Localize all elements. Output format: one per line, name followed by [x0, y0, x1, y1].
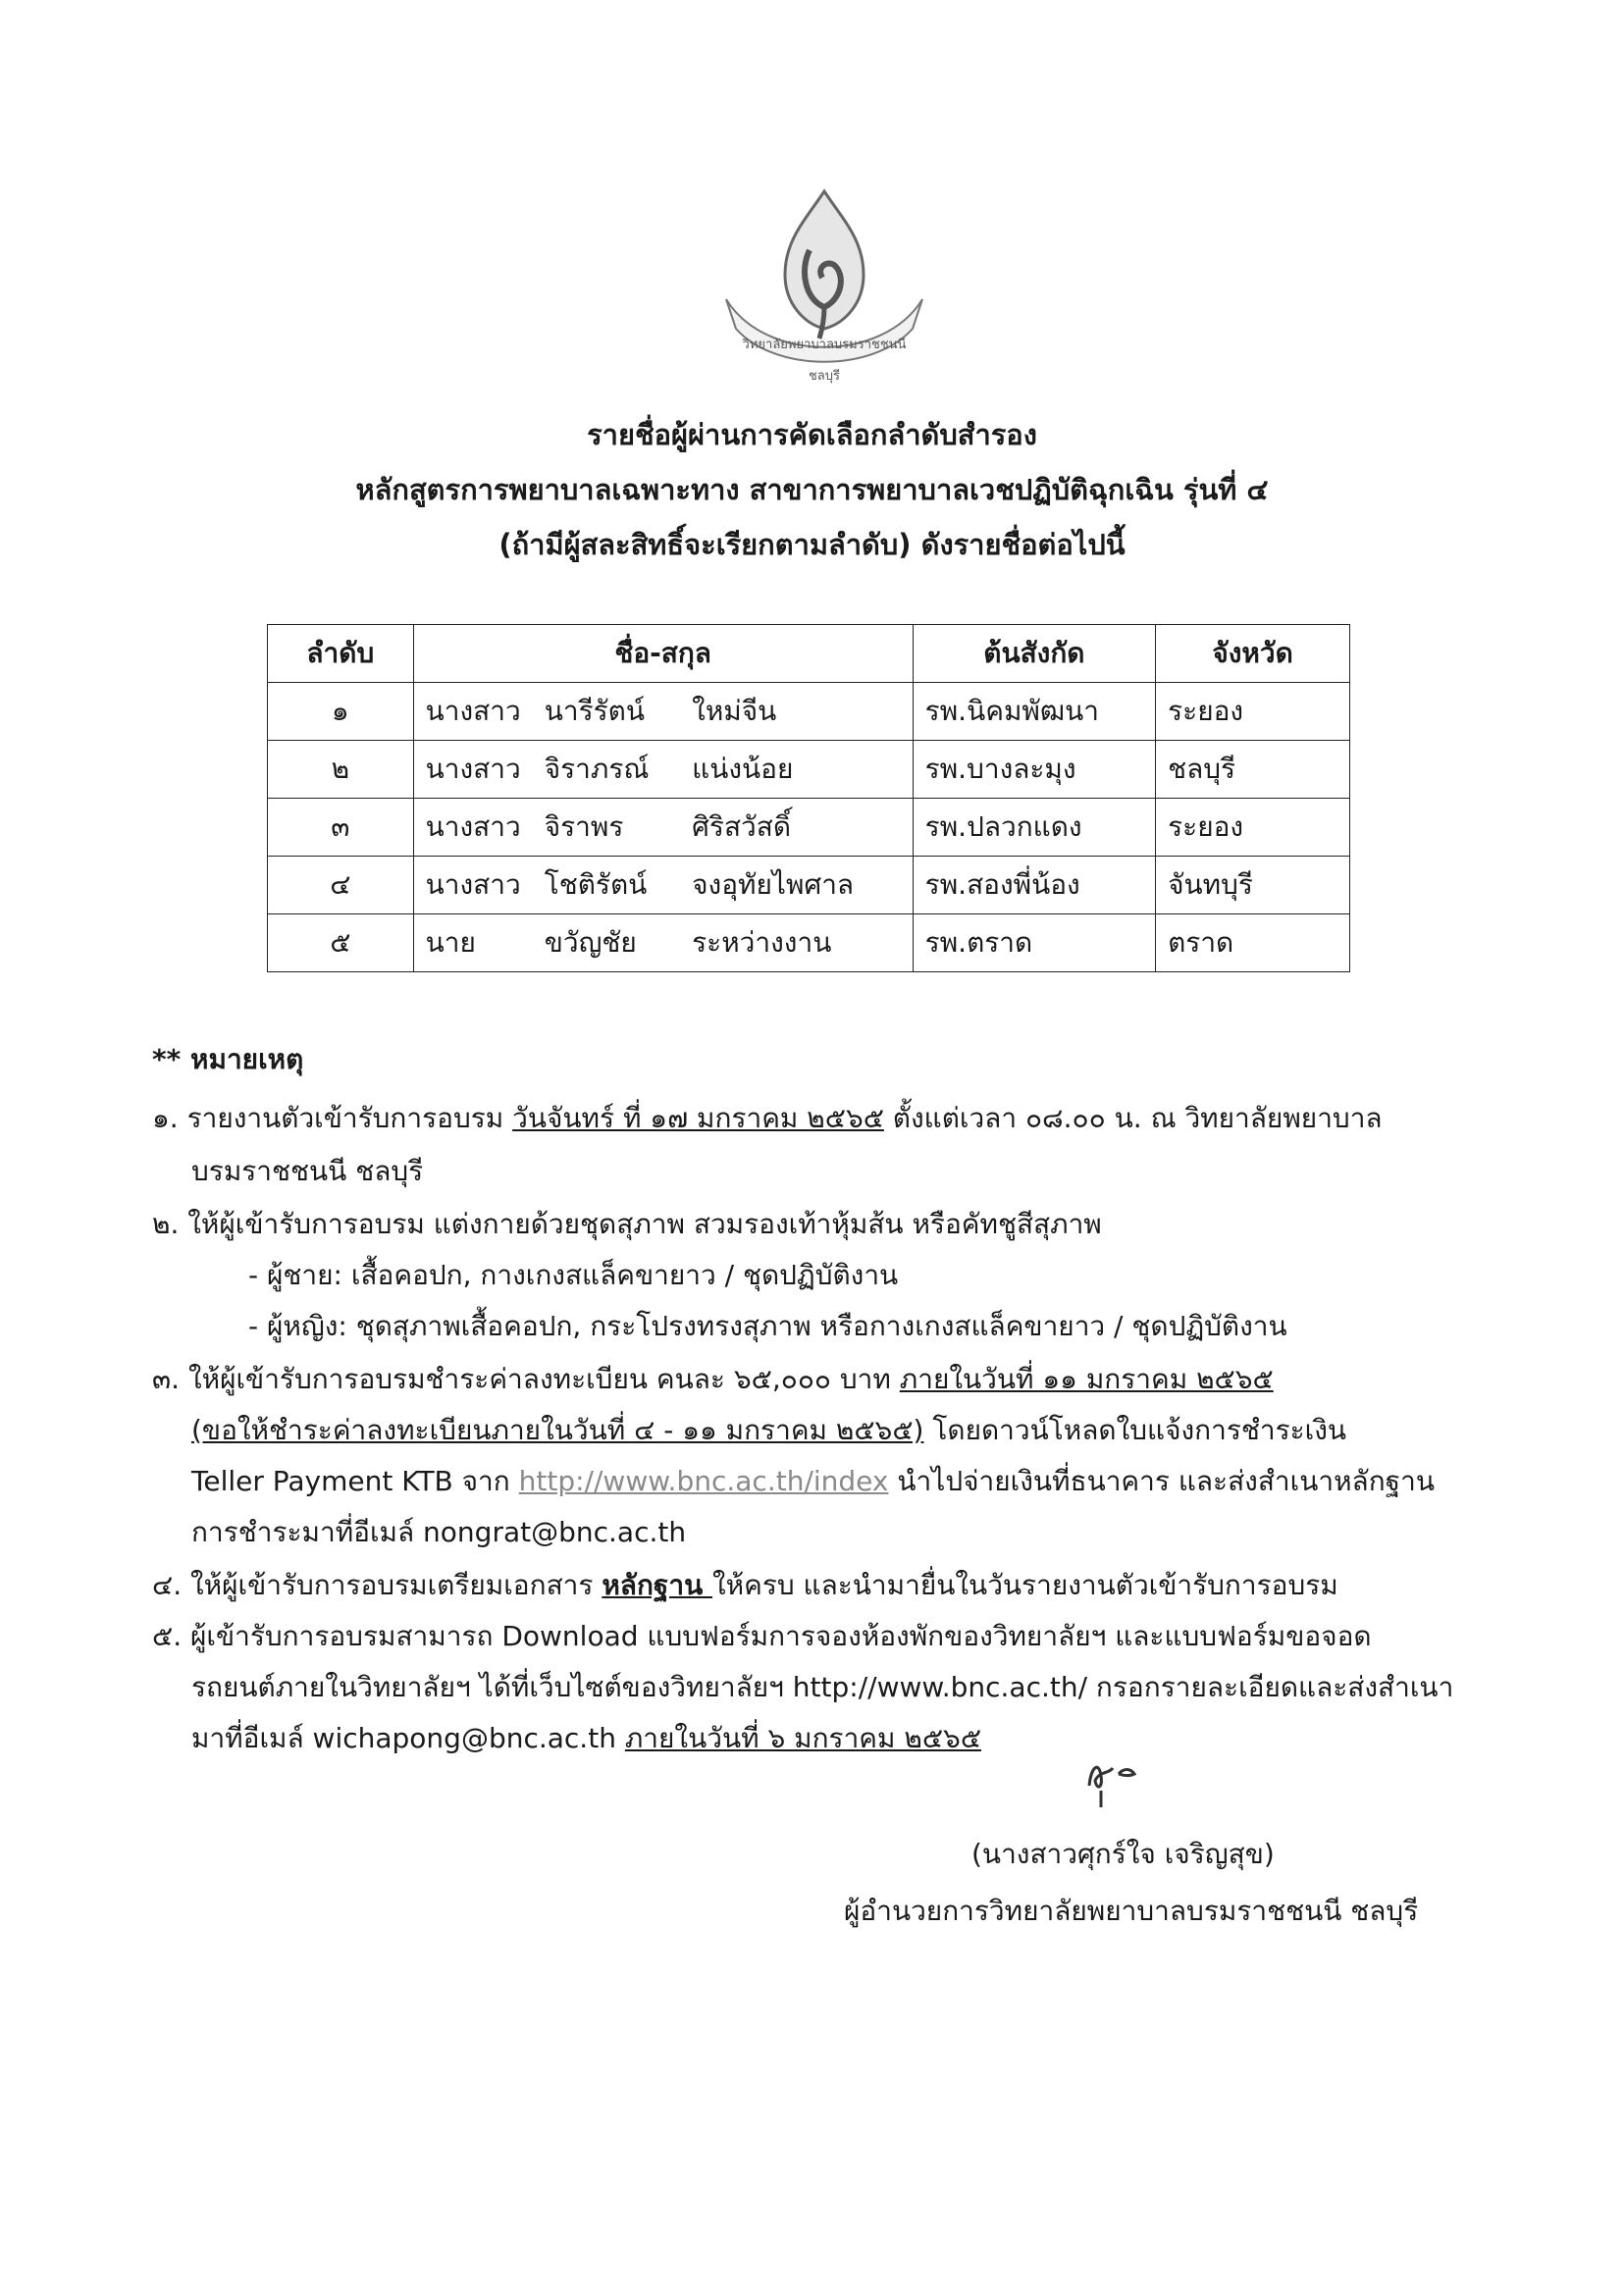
table-row — [268, 857, 1350, 914]
cell-org: รพ.ปลวกแดง — [913, 799, 1155, 857]
note-3 — [152, 1358, 1274, 1401]
note-5: ๕. ผู้เข้ารับการอบรมสามารถ Download แบบฟอร์มการจองห้องพักของวิทยาลัยฯ และแบบฟอร์มขอจอด — [152, 1620, 1372, 1652]
cell-title: นางสาว — [413, 857, 533, 914]
header-name: ชื่อ-สกุล — [413, 625, 913, 683]
title-line-2: หลักสูตรการพยาบาลเฉพาะทาง สาขาการพยาบาลเวชปฏิบัติฉุกเฉิน รุ่นที่ ๔ — [355, 473, 1269, 506]
note-4-rest: ให้ครบ และนำมายื่นในวันรายงานตัวเข้ารับการอบรม — [711, 1569, 1338, 1601]
note-1-date: วันจันทร์ ที่ ๑๗ มกราคม ๒๕๖๕ — [512, 1102, 884, 1134]
table-row — [268, 741, 1350, 799]
cell-last: ใหม่จีน — [680, 683, 913, 741]
cell-title: นาย — [413, 914, 533, 972]
note-1-time: ตั้งแต่เวลา ๐๘.๐๐ น. ณ วิทยาลัยพยาบาล — [883, 1102, 1383, 1134]
note-2-male: - ผู้ชาย: เสื้อคอปก, กางเกงสแล็คขายาว / ชุดปฏิบัติงาน — [248, 1259, 899, 1291]
note-3-window: (ขอให้ชำระค่าลงทะเบียนภายในวันที่ ๔ - ๑๑ มกราคม ๒๕๖๕) — [191, 1414, 924, 1446]
note-3-cont2 — [191, 1460, 1435, 1503]
header-no: ลำดับ — [268, 625, 414, 683]
cell-province: ระยอง — [1156, 799, 1350, 857]
note-2-female: - ผู้หญิง: ชุดสุภาพเสื้อคอปก, กระโปรงทรงสุภาพ หรือกางเกงสแล็คขายาว / ชุดปฏิบัติงาน — [248, 1310, 1287, 1342]
cell-title: นางสาว — [413, 799, 533, 857]
note-3-teller: Teller Payment KTB จาก — [191, 1465, 519, 1497]
cell-province: ชลบุรี — [1156, 741, 1350, 799]
bnc-index-link[interactable]: http://www.bnc.ac.th/index — [518, 1465, 889, 1497]
note-2: ๒. ให้ผู้เข้ารับการอบรม แต่งกายด้วยชุดสุภาพ สวมรองเท้าหุ้มส้น หรือคัทชูสีสุภาพ — [152, 1208, 1102, 1240]
cell-last: จงอุทัยไพศาล — [680, 857, 913, 914]
note-5-email: มาที่อีเมล์ wichapong@bnc.ac.th — [191, 1722, 625, 1754]
title-line-1: รายชื่อผู้ผ่านการคัดเลือกลำดับสำรอง — [587, 418, 1037, 451]
note-3-bank: นำไปจ่ายเงินที่ธนาคาร และส่งสำเนาหลักฐาน — [888, 1465, 1435, 1497]
cell-no: ๕ — [268, 914, 414, 972]
note-3-text: ๓. ให้ผู้เข้ารับการอบรมชำระค่าลงทะเบียน คนละ ๖๕,๐๐๐ บาท — [152, 1363, 900, 1395]
note-1 — [152, 1097, 1383, 1140]
note-5-cont2 — [191, 1717, 981, 1760]
cell-org: รพ.นิคมพัฒนา — [913, 683, 1155, 741]
cell-no: ๓ — [268, 799, 414, 857]
cell-title: นางสาว — [413, 683, 533, 741]
cell-no: ๑ — [268, 683, 414, 741]
cell-org: รพ.ตราด — [913, 914, 1155, 972]
signature-mark — [1079, 1746, 1158, 1815]
note-4-text: ๔. ให้ผู้เข้ารับการอบรมเตรียมเอกสาร — [152, 1569, 602, 1601]
cell-no: ๒ — [268, 741, 414, 799]
cell-last: ศิริสวัสดิ์ — [680, 799, 913, 857]
signer-position: ผู้อำนวยการวิทยาลัยพยาบาลบรมราชชนนี ชลบุรี — [844, 1895, 1419, 1927]
candidate-table — [267, 624, 1350, 972]
cell-first: ขวัญชัย — [533, 914, 680, 972]
cell-province: จันทบุรี — [1156, 857, 1350, 914]
note-3-download: โดยดาวน์โหลดใบแจ้งการชำระเงิน — [923, 1414, 1347, 1446]
notes-heading: ** หมายเหตุ — [152, 1043, 304, 1075]
logo-caption: ชลบุรี — [808, 369, 841, 384]
cell-org: รพ.บางละมุง — [913, 741, 1155, 799]
header-org: ต้นสังกัด — [913, 625, 1155, 683]
signer-name: (นางสาวศุกร์ใจ เจริญสุข) — [971, 1838, 1275, 1870]
table-row — [268, 799, 1350, 857]
cell-title: นางสาว — [413, 741, 533, 799]
cell-no: ๔ — [268, 857, 414, 914]
note-1-text: ๑. รายงานตัวเข้ารับการอบรม — [152, 1102, 513, 1134]
cell-province: ตราด — [1156, 914, 1350, 972]
cell-org: รพ.สองพี่น้อง — [913, 857, 1155, 914]
note-3-cont — [191, 1409, 1346, 1452]
note-3-cont3: การชำระมาที่อีเมล์ nongrat@bnc.ac.th — [191, 1516, 687, 1548]
table-row — [268, 914, 1350, 972]
cell-province: ระยอง — [1156, 683, 1350, 741]
logo-arc-text: วิทยาลัยพยาบาลบรมราชชนนี — [742, 338, 907, 352]
table-header-row — [268, 625, 1350, 683]
title-line-3: (ถ้ามีผู้สละสิทธิ์จะเรียกตามลำดับ) ดังรายชื่อต่อไปนี้ — [498, 528, 1126, 561]
note-5-cont: รถยนต์ภายในวิทยาลัยฯ ได้ที่เว็บไซต์ของวิทยาลัยฯ http://www.bnc.ac.th/ กรอกรายละเอียดและส่งสำเนา — [191, 1671, 1454, 1703]
cell-last: ระหว่างงาน — [680, 914, 913, 972]
header-province: จังหวัด — [1156, 625, 1350, 683]
note-4-evidence: หลักฐาน — [602, 1569, 712, 1601]
note-3-deadline: ภายในวันที่ ๑๑ มกราคม ๒๕๖๕ — [899, 1363, 1274, 1395]
note-5-deadline: ภายในวันที่ ๖ มกราคม ๒๕๖๕ — [624, 1722, 982, 1754]
college-logo — [707, 182, 942, 388]
note-4 — [152, 1564, 1338, 1607]
table-row — [268, 683, 1350, 741]
note-1-cont: บรมราชชนนี ชลบุรี — [191, 1155, 424, 1187]
cell-last: แน่งน้อย — [680, 741, 913, 799]
cell-first: จิราพร — [533, 799, 680, 857]
cell-first: จิราภรณ์ — [533, 741, 680, 799]
cell-first: นารีรัตน์ — [533, 683, 680, 741]
cell-first: โชติรัตน์ — [533, 857, 680, 914]
